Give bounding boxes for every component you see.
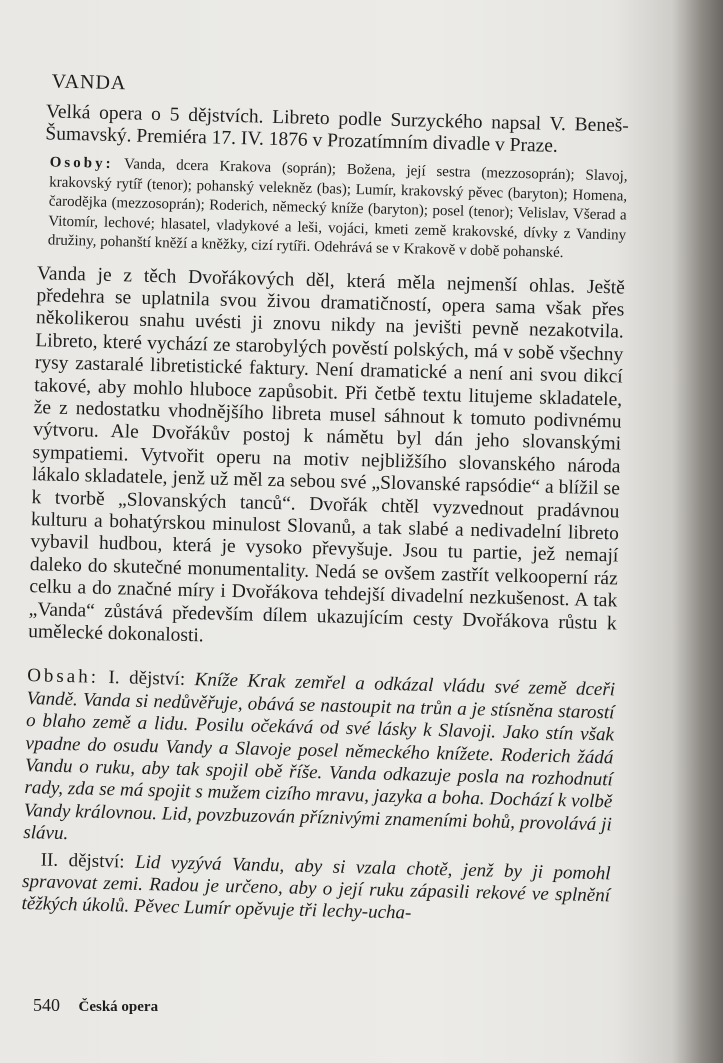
commentary-paragraph: Vanda je z těch Dvořákových děl, která měla nejmenší ohlas. Ještě předehra se uplatnila svou živou dramatičností, opera sama však přes několikerou snahu uvésti ji znovu nikdy na jevišti pevně nezakotvila. Libreto, které vychází ze starobylých pověstí polských, má v sobě všechny rysy zastaralé libretistické faktury. Není dramatické a není ani svou dikcí takové, aby mohlo hluboce zapůsobit. Při četbě textu litujeme skladatele, že z nedostatku vhodnějšího libreta musel sáhnout k tomuto podivnému výtvoru. Ale Dvořákův postoj k námětu byl dán jeho slovanskými sympatiemi. Vytvořit operu na motiv nejbližšího slovanského národa lákalo skladatele, jenž už měl za sebou své „Slovanské rapsódie“ a blížil se k tvorbě „Slovanských tanců“. Dvořák chtěl vyzvednout pradávnou kulturu a bohatýrskou minulost Slovanů, a tak slabé a nedivadelní libreto vybavil hudbou, která je vysoko převyšuje. Jsou tu partie, jež nemají daleko do skutečné monumentality. Nedá se ovšem zastřít velkooperní ráz celku a do značné míry i Dvořákova tehdejší divadelní nezkušenost. A tak „Vanda“ zůstává především dílem ukazujícím cesty Dvořákova růstu k umělecké dokonalosti. (28, 262, 626, 647)
cast-label: Osoby: (49, 154, 114, 173)
act2-text: Lid vyzývá Vandu, aby si vzala chotě, jenž by ji pomohl spravovat zemi. Radou je určeno, aby o její ruku zápasili rekové ve splnění těžkých úkolů. Pěvec Lumír opěvuje tři lechy-ucha- (21, 851, 611, 924)
cast-paragraph (48, 153, 628, 265)
opera-title: VANDA (51, 70, 127, 95)
cast-text: Vanda, dcera Krakova (soprán); Božena, její sestra (mezzosoprán); Slavoj, krakovský rytíř (tenor); pohanský velekněz (bas); Lumír, krakovský pěvec (baryton); Homena, čarodějka (mezzosoprán); Roderich, německý kníže (baryton); posel (tenor); Velislav, Všerad a Vitomír, lechové; hlasatel, vladykové a leši, vojáci, kmeti země krakovské, dívky z Vandiny družiny, pohanští kněží a kněžky, cizí rytíři. Odehrává se v Krakově v době pohanské. (47, 156, 628, 262)
running-footer-title: Česká opera (78, 999, 159, 1015)
page-content (11, 70, 629, 930)
synopsis-paragraph (23, 665, 615, 859)
act2-label: II. dějství: (40, 849, 125, 873)
act1-text: Kníže Krak zemřel a odkázal vládu své země dceři Vandě. Vanda si nedůvěřuje, obává se nastoupit na trůn a je stísněna starostí o blaho země a lidu. Posilu očekává od své lásky k Slavoji. Jako stín však vpadne do osudu Vandy a Slavoje posel německého knížete. Roderich žádá Vandu o ruku, aby tak spojil obě říše. Vanda odkazuje posla na rozhodnutí rady, zda se má spojit s mužem cizího mravu, jazyka a boha. Dochází k volbě Vandy královnou. Lid, povzbuzován příznivými znameními bohů, provolává ji slávu. (23, 669, 616, 845)
page-number: 540 (33, 995, 60, 1015)
act2-paragraph (21, 849, 610, 931)
page-footer (33, 995, 158, 1016)
act1-label: I. dějství: (108, 667, 186, 691)
synopsis-label: Obsah: (26, 665, 100, 689)
intro-paragraph: Velká opera o 5 dějstvích. Libreto podle Surzyckého napsal V. Beneš-Šumavský. Premiéra 17. IV. 1876 v Prozatímním divadle v Praze. (45, 101, 630, 157)
